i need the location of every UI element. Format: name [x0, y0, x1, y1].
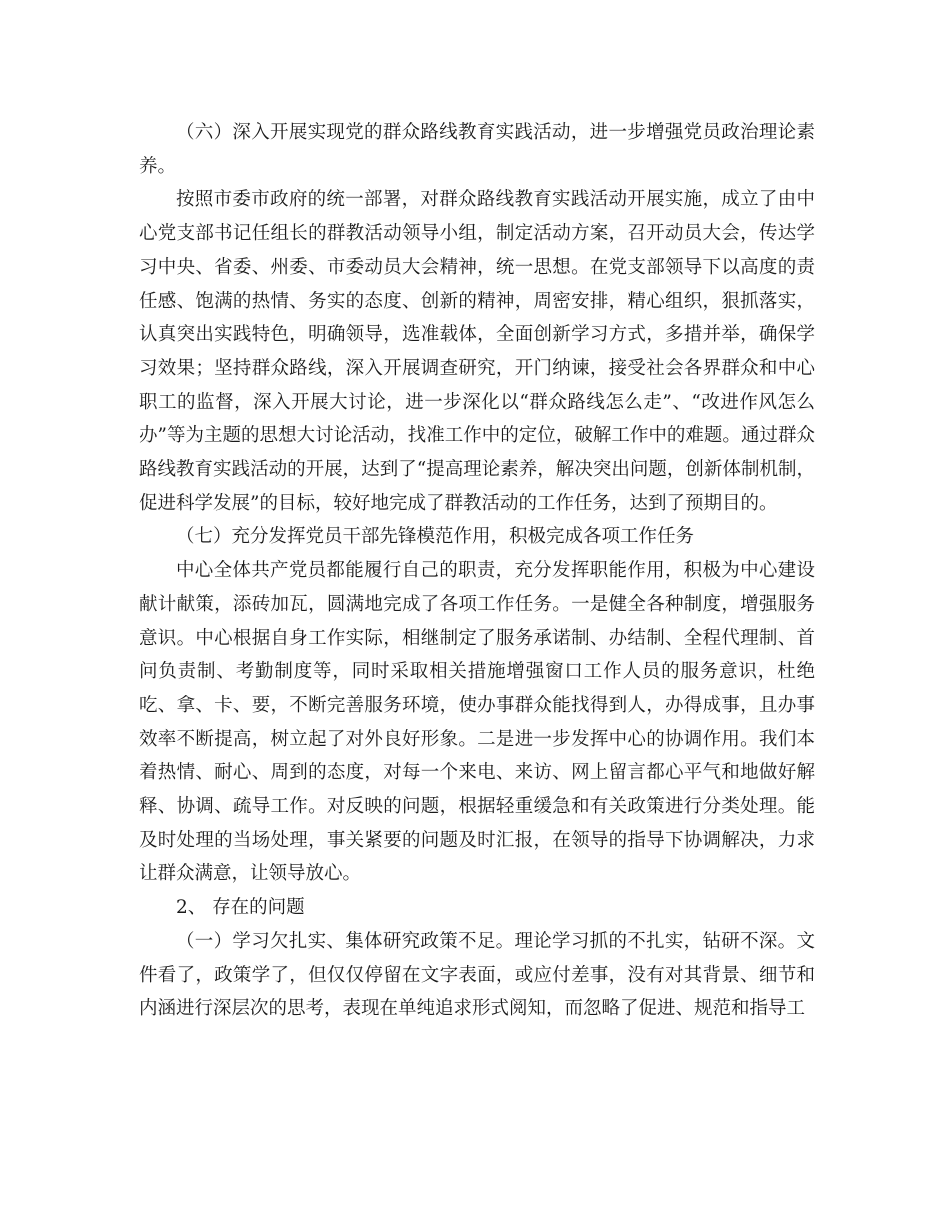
section-six-heading: （六）深入开展实现党的群众路线教育实践活动，进一步增强党员政治理论素养。	[139, 122, 815, 177]
document-body	[139, 116, 815, 1026]
problems-section-heading: 2、 存在的问题	[176, 897, 305, 919]
section-six-body-paragraph: 按照市委市政府的统一部署，对群众路线教育实践活动开展实施，成立了由中心党支部书记任组长的群教活动领导小组，制定活动方案，召开动员大会，传达学习中央、省委、州委、市委动员大会精神，统一思想。在党支部领导下以高度的责任感、饱满的热情、务实的态度、创新的精神，周密安排，精心组织，狠抓落实，认真突出实践特色，明确领导，选准载体，全面创新学习方式，多措并举，确保学习效果；坚持群众路线，深入开展调查研究，开门纳谏，接受社会各界群众和中心职工的监督，深入开展大讨论，进一步深化以“群众路线怎么走”、“改进作风怎么办”等为主题的思想大讨论活动，找准工作中的定位，破解工作中的难题。通过群众路线教育实践活动的开展，达到了“提高理论素养，解决突出问题，创新体制机制，促进科学发展”的目标，较好地完成了群教活动的工作任务，达到了预期目的。	[139, 189, 815, 514]
problem-one-paragraph: （一）学习欠扎实、集体研究政策不足。理论学习抓的不扎实，钻研不深。文件看了，政策学了，但仅仅停留在文字表面，或应付差事，没有对其背景、细节和内涵进行深层次的思考，表现在单纯追求形式阅知，而忽略了促进、规范和指导工	[139, 930, 815, 1020]
section-seven-body-paragraph: 中心全体共产党员都能履行自己的职责，充分发挥职能作用，积极为中心建设献计献策，添砖加瓦，圆满地完成了各项工作任务。一是健全各种制度，增强服务意识。中心根据自身工作实际，相继制定了服务承诺制、办结制、全程代理制、首问负责制、考勤制度等，同时采取相关措施增强窗口工作人员的服务意识，杜绝吃、拿、卡、要，不断完善服务环境，使办事群众能找得到人，办得成事，且办事效率不断提高，树立起了对外良好形象。二是进一步发挥中心的协调作用。我们本着热情、耐心、周到的态度，对每一个来电、来访、网上留言都心平气和地做好解释、协调、疏导工作。对反映的问题，根据轻重缓急和有关政策进行分类处理。能及时处理的当场处理，事关紧要的问题及时汇报，在领导的指导下协调解决，力求让群众满意，让领导放心。	[139, 560, 815, 885]
section-seven-heading: （七）充分发挥党员干部先锋模范作用，积极完成各项工作任务	[176, 526, 695, 548]
